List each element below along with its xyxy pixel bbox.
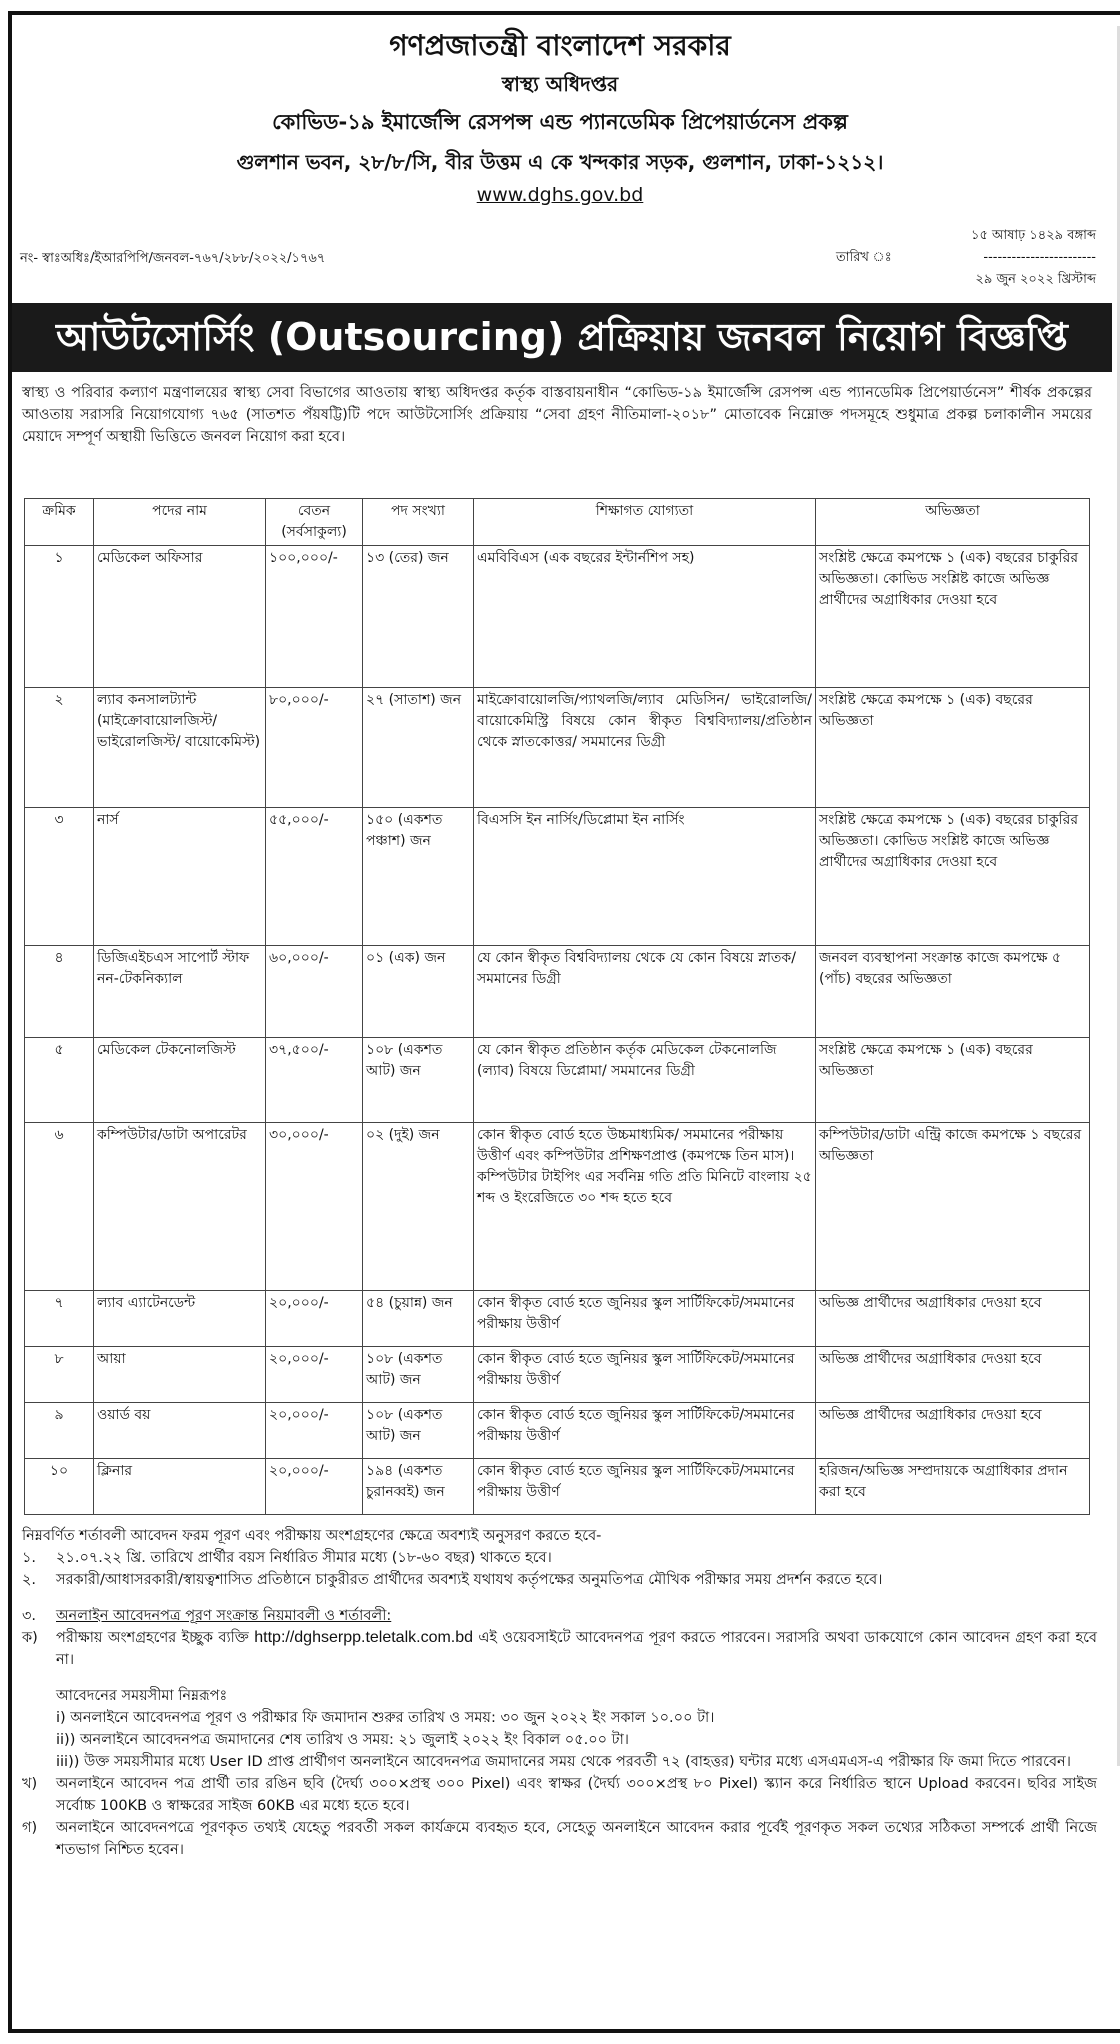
cell-salary: ৬০,০০০/-	[266, 946, 363, 1038]
table-row	[25, 808, 1090, 946]
condition-text: অনলাইন আবেদনপত্র পূরণ সংক্রান্ত নিয়মাবলী ও শর্তাবলী:	[56, 1608, 392, 1624]
cell-experience: জনবল ব্যবস্থাপনা সংক্রান্ত কাজে কমপক্ষে ৫ (পাঁচ) বছরের অভিজ্ঞতা	[816, 946, 1090, 1038]
cell-education: কোন স্বীকৃত বোর্ড হতে জুনিয়র স্কুল সার্টিফিকেট/সমমানের পরীক্ষায় উত্তীর্ণ	[474, 1347, 816, 1403]
cell-post-name: ক্লিনার	[94, 1459, 266, 1515]
date-bangla: ১৫ আষাঢ় ১৪২৯ বঙ্গাব্দ	[971, 228, 1096, 243]
cell-salary: ৫৫,০০০/-	[266, 808, 363, 946]
cell-serial: ৬	[25, 1123, 94, 1291]
condition-text: অনলাইনে আবেদনপত্রে পূরণকৃত তথ্যই যেহেতু পরবর্তী সকল কার্যক্রমে ব্যবহৃত হবে, সেহেতু অনলাইনে আবেদন করার পূর্বেই পূরণকৃত সকল তথ্যের সঠিকতা সম্পর্কে প্রার্থী নিজে শতভাগ নিশ্চিত হবেন।	[56, 1820, 1097, 1858]
header-salary: বেতন (সর্বসাকুল্য)	[266, 499, 363, 546]
department-title: স্বাস্থ্য অধিদপ্তর	[501, 72, 619, 96]
table-row	[25, 946, 1090, 1038]
timeline-item: ii)) অনলাইনে আবেদনপত্র জমাদানের শেষ তারিখ ও সময়: ২১ জুলাই ২০২২ ইং বিকাল ০৫.০০ টা।	[56, 1732, 629, 1748]
cell-serial: ২	[25, 688, 94, 808]
cell-post-count: ১০৮ (একশত আট) জন	[363, 1038, 474, 1123]
cell-post-name: ওয়ার্ড বয়	[94, 1403, 266, 1459]
date-block	[796, 225, 1096, 291]
table-header-row	[25, 499, 1090, 546]
government-title: গণপ্রজাতন্ত্রী বাংলাদেশ সরকার	[389, 29, 731, 62]
project-title: কোভিড-১৯ ইমার্জেন্সি রেসপন্স এন্ড প্যানডেমিক প্রিপেয়ার্ডনেস প্রকল্প	[272, 110, 848, 134]
cell-post-count: ২৭ (সাতাশ) জন	[363, 688, 474, 808]
cell-post-name: ডিজিএইচএস সাপোর্ট স্টাফ নন-টেকনিক্যাল	[94, 946, 266, 1038]
cell-education: এমবিবিএস (এক বছরের ইন্টার্নশিপ সহ)	[474, 546, 816, 688]
cell-post-name: ল্যাব কনসালট্যান্ট (মাইক্রোবায়োলজিস্ট/ ভাইরোলজিস্ট/ বায়োকেমিস্ট)	[94, 688, 266, 808]
memo-number: নং- স্বাঃঅধিঃ/ইআরপিপি/জনবল-৭৬৭/২৮৮/২০২২/১৭৬৭	[20, 251, 326, 266]
table-row	[25, 546, 1090, 688]
cell-serial: ৩	[25, 808, 94, 946]
table-row	[25, 1347, 1090, 1403]
conditions-lead: নিম্নবর্ণিত শর্তাবলী আবেদন ফরম পূরণ এবং পরীক্ষায় অংশগ্রহণের ক্ষেত্রে অবশ্যই অনুসরণ করতে হবে-	[22, 1528, 602, 1544]
date-label: তারিখ ঃ	[836, 250, 892, 265]
cell-education: যে কোন স্বীকৃত প্রতিষ্ঠান কর্তৃক মেডিকেল টেকনোলজি (ল্যাব) বিষয়ে ডিপ্লোমা/ সমমানের ডিগ্রী	[474, 1038, 816, 1123]
cell-serial: ৯	[25, 1403, 94, 1459]
condition-text: পরীক্ষায় অংশগ্রহণের ইচ্ছুক ব্যক্তি	[56, 1630, 249, 1646]
condition-text: অনলাইনে আবেদন পত্র প্রার্থী তার রঙিন ছবি (দৈর্ঘ্য ৩০০×প্রস্থ ৩০০ Pixel) এবং স্বাক্ষর (দৈর্ঘ্য ৩০০×প্রস্থ ৮০ Pixel) স্ক্যান করে নির্ধারিত স্থানে Upload করবেন। ছবির সাইজ সর্বোচ্চ 100KB ও স্বাক্ষরের সাইজ 60KB এর মধ্যে হতে হবে।	[56, 1776, 1097, 1814]
cell-post-name: মেডিকেল টেকনোলজিস্ট	[94, 1038, 266, 1123]
condition-number: খ)	[22, 1776, 38, 1792]
cell-salary: ২০,০০০/-	[266, 1291, 363, 1347]
condition-item-ka	[22, 1627, 1097, 1671]
cell-serial: ১	[25, 546, 94, 688]
header-post-count: পদ সংখ্যা	[363, 499, 474, 546]
cell-education: মাইক্রোবায়োলজি/প্যাথলজি/ল্যাব মেডিসিন/ ভাইরোলজি/ বায়োকেমিস্ট্রি বিষয়ে কোন স্বীকৃত বিশ্ববিদ্যালয়/প্রতিষ্ঠান থেকে স্নাতকোত্তর/ সমমানের ডিগ্রী	[474, 688, 816, 808]
cell-experience: সংশ্লিষ্ট ক্ষেত্রে কমপক্ষে ১ (এক) বছরের অভিজ্ঞতা	[816, 688, 1090, 808]
cell-post-count: ০২ (দুই) জন	[363, 1123, 474, 1291]
website-link[interactable]	[0, 184, 1120, 206]
cell-salary: ১০০,০০০/-	[266, 546, 363, 688]
cell-salary: ২০,০০০/-	[266, 1347, 363, 1403]
condition-number: ২.	[22, 1572, 37, 1588]
cell-serial: ৪	[25, 946, 94, 1038]
website-text[interactable]: www.dghs.gov.bd	[476, 184, 644, 206]
condition-number: ক)	[22, 1630, 38, 1646]
cell-experience: অভিজ্ঞ প্রার্থীদের অগ্রাধিকার দেওয়া হবে	[816, 1347, 1090, 1403]
cell-experience: সংশ্লিষ্ট ক্ষেত্রে কমপক্ষে ১ (এক) বছরের অভিজ্ঞতা	[816, 1038, 1090, 1123]
cell-post-count: ১৫০ (একশত পঞ্চাশ) জন	[363, 808, 474, 946]
header-serial: ক্রমিক	[25, 499, 94, 546]
condition-number: গ)	[22, 1820, 38, 1836]
cell-salary: ৮০,০০০/-	[266, 688, 363, 808]
cell-experience: কম্পিউটার/ডাটা এন্ট্রি কাজে কমপক্ষে ১ বছরের অভিজ্ঞতা	[816, 1123, 1090, 1291]
cell-experience: অভিজ্ঞ প্রার্থীদের অগ্রাধিকার দেওয়া হবে	[816, 1403, 1090, 1459]
table-row	[25, 1291, 1090, 1347]
cell-experience: হরিজন/অভিজ্ঞ সম্প্রদায়কে অগ্রাধিকার প্রদান করা হবে	[816, 1459, 1090, 1515]
cell-serial: ৭	[25, 1291, 94, 1347]
office-address: গুলশান ভবন, ২৮/৮/সি, বীর উত্তম এ কে খন্দকার সড়ক, গুলশান, ঢাকা-১২১২।	[236, 150, 884, 174]
table-row	[25, 1403, 1090, 1459]
cell-post-name: আয়া	[94, 1347, 266, 1403]
notice-title: আউটসোর্সিং (Outsourcing) প্রক্রিয়ায় জনবল নিয়োগ বিজ্ঞপ্তি	[12, 303, 1112, 372]
date-gregorian: ২৯ জুন ২০২২ খ্রিস্টাব্দ	[975, 272, 1096, 287]
cell-education: কোন স্বীকৃত বোর্ড হতে জুনিয়র স্কুল সার্টিফিকেট/সমমানের পরীক্ষায় উত্তীর্ণ	[474, 1291, 816, 1347]
header-education: শিক্ষাগত যোগ্যতা	[474, 499, 816, 546]
cell-post-count: ০১ (এক) জন	[363, 946, 474, 1038]
timeline-heading: আবেদনের সময়সীমা নিম্নরূপঃ	[56, 1688, 228, 1704]
cell-post-name: নার্স	[94, 808, 266, 946]
condition-number: ৩.	[22, 1608, 37, 1624]
cell-post-count: ১৯৪ (একশত চুরানব্বই) জন	[363, 1459, 474, 1515]
condition-item-ga	[22, 1817, 1097, 1861]
timeline-item: i) অনলাইনে আবেদনপত্র পূরণ ও পরীক্ষার ফি জমাদান শুরুর তারিখ ও সময়: ৩০ জুন ২০২২ ইং সকাল ১০.০০ টা।	[56, 1710, 715, 1726]
cell-post-name: কম্পিউটার/ডাটা অপারেটর	[94, 1123, 266, 1291]
cell-experience: অভিজ্ঞ প্রার্থীদের অগ্রাধিকার দেওয়া হবে	[816, 1291, 1090, 1347]
condition-item	[22, 1605, 1097, 1627]
cell-post-count: ১০৮ (একশত আট) জন	[363, 1403, 474, 1459]
cell-salary: ৩৭,৫০০/-	[266, 1038, 363, 1123]
condition-item-kha	[22, 1773, 1097, 1817]
table-row	[25, 1038, 1090, 1123]
application-url-link[interactable]: http://dghserpp.teletalk.com.bd	[254, 1629, 474, 1646]
header-post-name: পদের নাম	[94, 499, 266, 546]
cell-post-count: ১০৮ (একশত আট) জন	[363, 1347, 474, 1403]
table-row	[25, 1459, 1090, 1515]
condition-text: ২১.০৭.২২ খ্রি. তারিখে প্রার্থীর বয়স নির্ধারিত সীমার মধ্যে (১৮-৬০ বছর) থাকতে হবে।	[56, 1550, 552, 1566]
cell-salary: ২০,০০০/-	[266, 1403, 363, 1459]
cell-serial: ৫	[25, 1038, 94, 1123]
date-divider: ------------------------	[983, 250, 1096, 265]
table-row	[25, 1123, 1090, 1291]
cell-serial: ৮	[25, 1347, 94, 1403]
timeline-item: iii)) উক্ত সময়সীমার মধ্যে User ID প্রাপ্ত প্রার্থীগণ অনলাইনে আবেদনপত্র জমাদানের সময় থেকে পরবর্তী ৭২ (বাহত্তর) ঘন্টার মধ্যে এসএমএস-এ পরীক্ষার ফি জমা দিতে পারবেন।	[56, 1754, 1071, 1770]
condition-item	[22, 1547, 1097, 1569]
cell-post-name: মেডিকেল অফিসার	[94, 546, 266, 688]
condition-text: এই ওয়েবসাইটে আবেদনপত্র পূরণ করতে পারবেন। সরাসরি অথবা ডাকযোগে কোন আবেদন গ্রহণ করা হবে না।	[56, 1630, 1098, 1668]
cell-education: যে কোন স্বীকৃত বিশ্ববিদ্যালয় থেকে যে কোন বিষয়ে স্নাতক/সমমানের ডিগ্রী	[474, 946, 816, 1038]
header-experience: অভিজ্ঞতা	[816, 499, 1090, 546]
cell-serial: ১০	[25, 1459, 94, 1515]
condition-item	[22, 1569, 1097, 1591]
cell-salary: ২০,০০০/-	[266, 1459, 363, 1515]
cell-education: বিএসসি ইন নার্সিং/ডিপ্লোমা ইন নার্সিং	[474, 808, 816, 946]
cell-education: কোন স্বীকৃত বোর্ড হতে জুনিয়র স্কুল সার্টিফিকেট/সমমানের পরীক্ষায় উত্তীর্ণ	[474, 1459, 816, 1515]
cell-salary: ৩০,০০০/-	[266, 1123, 363, 1291]
cell-experience: সংশ্লিষ্ট ক্ষেত্রে কমপক্ষে ১ (এক) বছরের চাকুরির অভিজ্ঞতা। কোভিড সংশ্লিষ্ট কাজে অভিজ্ঞ প্রার্থীদের অগ্রাধিকার দেওয়া হবে	[816, 808, 1090, 946]
posts-table	[24, 498, 1090, 1515]
cell-post-name: ল্যাব এ্যাটেনডেন্ট	[94, 1291, 266, 1347]
cell-post-count: ১৩ (তের) জন	[363, 546, 474, 688]
condition-text: সরকারী/আধাসরকারী/স্বায়ত্বশাসিত প্রতিষ্ঠানে চাকুরীরত প্রার্থীদের অবশ্যই যথাযথ কর্তৃপক্ষের অনুমতিপত্র মৌখিক পরীক্ষার সময় প্রদর্শন করতে হবে।	[56, 1572, 883, 1588]
cell-education: কোন স্বীকৃত বোর্ড হতে উচ্চমাধ্যমিক/ সমমানের পরীক্ষায় উত্তীর্ণ এবং কম্পিউটার প্রশিক্ষণপ্রাপ্ত (কমপক্ষে তিন মাস)। কম্পিউটার টাইপিং এর সর্বনিম্ন গতি প্রতি মিনিটে বাংলায় ২৫ শব্দ ও ইংরেজিতে ৩০ শব্দ হতে হবে	[474, 1123, 816, 1291]
cell-education: কোন স্বীকৃত বোর্ড হতে জুনিয়র স্কুল সার্টিফিকেট/সমমানের পরীক্ষায় উত্তীর্ণ	[474, 1403, 816, 1459]
intro-paragraph: স্বাস্থ্য ও পরিবার কল্যাণ মন্ত্রণালয়ের স্বাস্থ্য সেবা বিভাগের আওতায় স্বাস্থ্য অধিদপ্তর কর্তৃক বাস্তবায়নাধীন “কোভিড-১৯ ইমার্জেন্সি রেসপন্স এন্ড প্যানডেমিক প্রিপেয়ার্ডনেস” শীর্ষক প্রকল্পের আওতায় সরাসরি নিয়োগযোগ্য ৭৬৫ (সাতশত পঁয়ষট্টি)টি পদে আউটসোর্সিং প্রক্রিয়ায় “সেবা গ্রহণ নীতিমালা-২০১৮” মোতাবেক নিম্নোক্ত পদসমূহে শুধুমাত্র প্রকল্প চলাকালীন সময়ের মেয়াদে সম্পূর্ণ অস্থায়ী ভিত্তিতে জনবল নিয়োগ করা হবে।	[22, 385, 1092, 445]
table-row	[25, 688, 1090, 808]
condition-number: ১.	[22, 1550, 37, 1566]
cell-post-count: ৫৪ (চুয়ান্ন) জন	[363, 1291, 474, 1347]
cell-experience: সংশ্লিষ্ট ক্ষেত্রে কমপক্ষে ১ (এক) বছরের চাকুরির অভিজ্ঞতা। কোভিড সংশ্লিষ্ট কাজে অভিজ্ঞ প্রার্থীদের অগ্রাধিকার দেওয়া হবে	[816, 546, 1090, 688]
conditions-section	[22, 1525, 1097, 1861]
